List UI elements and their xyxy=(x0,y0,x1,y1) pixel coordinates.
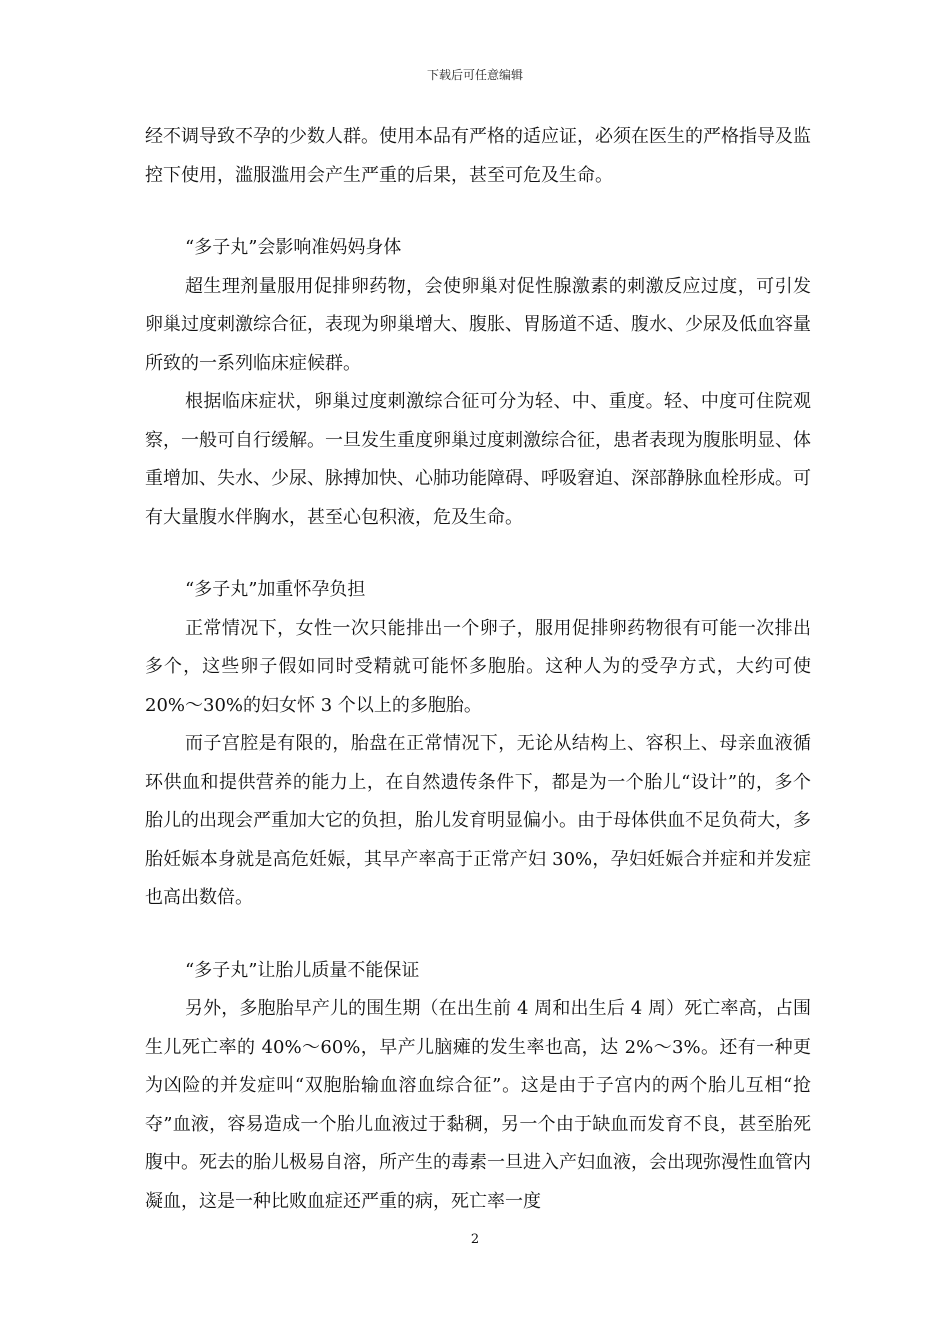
page-number: 2 xyxy=(470,1232,480,1247)
section-heading: “多子丸”会影响准妈妈身体 xyxy=(185,237,402,258)
section-heading: “多子丸”让胎儿质量不能保证 xyxy=(185,959,420,981)
body-paragraph: 根据临床症状，卵巢过度刺激综合征可分为轻、中、重度。轻、中度可住院观察，一般可自行缓解。一旦发生重度卵巢过度刺激综合征，患者表现为腹胀明显、体重增加、失水、少尿、脉搏加快、心肺功能障碍、呼吸窘迫、深部静脉血栓形成。可有大量腹水伴胸水，甚至心包积液，危及生命。 xyxy=(145,391,811,528)
section-heading: “多子丸”加重怀孕负担 xyxy=(185,579,366,600)
body-paragraph: 超生理剂量服用促排卵药物，会使卵巢对促性腺激素的刺激反应过度，可引发卵巢过度刺激综合征，表现为卵巢增大、腹胀、胃肠道不适、腹水、少尿及低血容量所致的一系列临床症候群。 xyxy=(145,275,811,374)
document-body xyxy=(145,118,811,1221)
page-header: 下载后可任意编辑 xyxy=(426,68,523,82)
body-paragraph: 正常情况下，女性一次只能排出一个卵子，服用促排卵药物很有可能一次排出多个，这些卵子假如同时受精就可能怀多胞胎。这种人为的受孕方式，大约可使 20%～30%的妇女怀 3 个以上的多胞胎。 xyxy=(145,617,811,716)
body-paragraph: 另外，多胞胎早产儿的围生期（在出生前 4 周和出生后 4 周）死亡率高，占围生儿死亡率的 40%～60%，早产儿脑瘫的发生率也高，达 2%～3%。还有一种更为凶险的并发症叫“双胞胎输血溶血综合征”。这是由于子宫内的两个胎儿互相“抢夺”血液，容易造成一个胎儿血液过于黏稠，另一个由于缺血而发育不良，甚至胎死腹中。死去的胎儿极易自溶，所产生的毒素一旦进入产妇血液，会出现弥漫性血管内凝血，这是一种比败血症还严重的病，死亡率一度 xyxy=(145,998,811,1212)
body-paragraph: 而子宫腔是有限的，胎盘在正常情况下，无论从结构上、容积上、母亲血液循环供血和提供营养的能力上，在自然遗传条件下，都是为一个胎儿“设计”的，多个胎儿的出现会严重加大它的负担，胎儿发育明显偏小。由于母体供血不足负荷大，多胎妊娠本身就是高危妊娠，其早产率高于正常产妇 30%，孕妇妊娠合并症和并发症也高出数倍。 xyxy=(145,733,811,908)
body-paragraph: 经不调导致不孕的少数人群。使用本品有严格的适应证，必须在医生的严格指导及监控下使用，滥服滥用会产生严重的后果，甚至可危及生命。 xyxy=(145,126,811,186)
